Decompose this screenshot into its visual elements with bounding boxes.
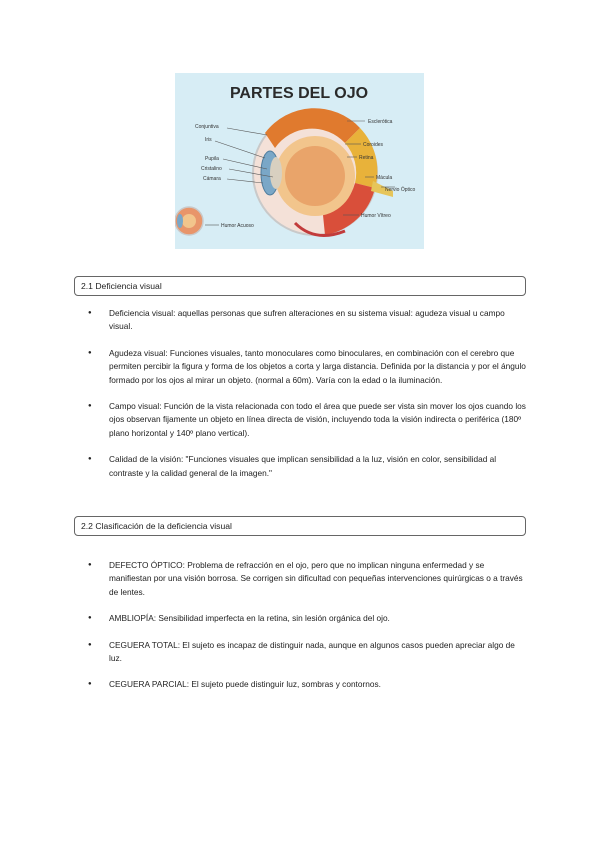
- section-heading-clasificacion: 2.2 Clasificación de la deficiencia visual: [74, 516, 526, 536]
- label-camara: Cámara: [203, 176, 221, 182]
- section-heading-deficiencia-visual: 2.1 Deficiencia visual: [74, 276, 526, 296]
- label-humor-acuoso: Humor Acuoso: [221, 223, 254, 229]
- label-humor-vitreo: Humor Vítreo: [361, 213, 391, 219]
- clasificacion-list: [87, 559, 527, 692]
- label-esclerotica: Esclerótica: [368, 119, 393, 125]
- label-conjuntiva: Conjuntiva: [195, 124, 219, 130]
- list-item: ● CEGUERA TOTAL: El sujeto es incapaz de distinguir nada, aunque en algunos casos pueden apreciar algo de luz.: [87, 639, 527, 666]
- label-coroides: Coroides: [363, 142, 384, 148]
- list-item: ● DEFECTO ÓPTICO: Problema de refracción en el ojo, pero que no implican ninguna enfermedad y se manifiestan por una visión borrosa. Se corrigen sin dificultad con pequeñas intervenciones quirúrgicas o a través de lentes.: [87, 559, 527, 599]
- small-eye-illustration: [175, 207, 203, 235]
- list-item: ● Calidad de la visión: "Funciones visuales que implican sensibilidad a la luz, visión en color, sensibilidad al contraste y la calidad general de la imagen.": [87, 453, 527, 480]
- label-iris: Iris: [205, 137, 212, 143]
- label-pupila: Pupila: [205, 156, 219, 162]
- figure-title: PARTES DEL OJO: [229, 85, 369, 102]
- label-nervio-optico: Nervio Óptico: [385, 187, 416, 193]
- list-item: ● Deficiencia visual: aquellas personas que sufren alteraciones en su sistema visual: agudeza visual u campo visual.: [87, 307, 527, 334]
- label-cristalino: Cristalino: [201, 166, 222, 172]
- list-item: ● AMBLIOPÍA: Sensibilidad imperfecta en la retina, sin lesión orgánica del ojo.: [87, 612, 527, 625]
- eye-anatomy-figure: [175, 73, 424, 249]
- list-item: ● CEGUERA PARCIAL: El sujeto puede distinguir luz, sombras y contornos.: [87, 678, 527, 691]
- label-retina: Retina: [359, 155, 374, 161]
- list-item: ● Campo visual: Función de la vista relacionada con todo el área que puede ser vista sin mover los ojos cuando los ojos observan fijamente un objeto en línea directa de visión, incluyendo toda la visión indirecta o periférica (180º plano horizontal y 140º plano vertical).: [87, 400, 527, 440]
- deficiencia-visual-list: [87, 307, 527, 480]
- list-item: ● Agudeza visual: Funciones visuales, tanto monoculares como binoculares, en combinación con el cerebro que permiten percibir la figura y forma de los objetos a corta y larga distancia. Definida por la distancia y por el ángulo formado por los ojos al mirar un objeto. (normal a 60m). Varía con la edad o la iluminación.: [87, 347, 527, 387]
- label-macula: Mácula: [376, 175, 393, 181]
- eye-diagram: [175, 73, 424, 249]
